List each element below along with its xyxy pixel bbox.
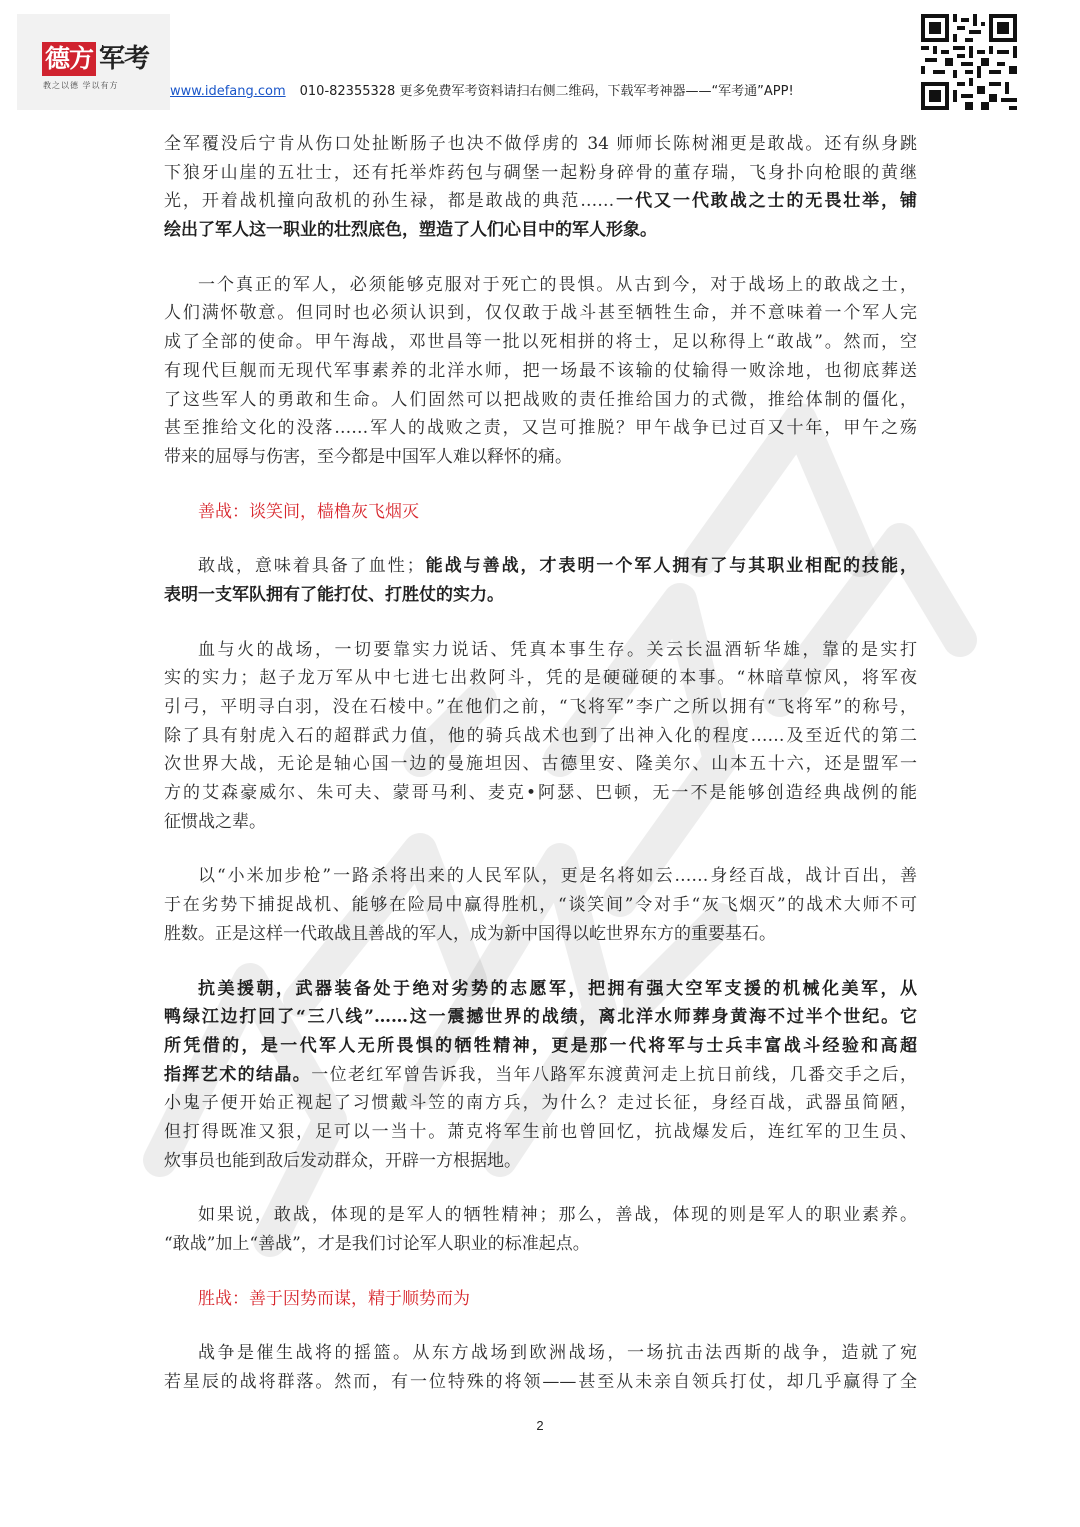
text-line: 于在劣势下捕捉战机、能够在险局中赢得胜机，“谈笑间”令对手“灰飞烟灭”的战术大师不可 — [164, 895, 917, 916]
text-line: 以“小米加步枪”一路杀将出来的人民军队，更是名将如云……身经百战，战计百出，善 — [198, 866, 917, 887]
bold-text-line: 表明一支军队拥有了能打仗、打胜仗的实力。 — [164, 584, 504, 605]
logo-red-text: 德方 — [42, 42, 96, 76]
logo-dark-text: 军考 — [99, 44, 150, 74]
qr-code-icon — [921, 14, 1017, 110]
logo-mark — [42, 42, 149, 76]
paragraph-6 — [164, 975, 917, 1176]
text-span: 敢战，意味着具备了血性； — [198, 556, 424, 577]
text-line: 如果说，敢战，体现的是军人的牺牲精神；那么，善战，体现的则是军人的职业素养。 — [198, 1205, 917, 1226]
text-span: 光，开着战机撞向敌机的孙生禄，都是敢战的典范…… — [164, 191, 615, 212]
text-line: 一个真正的军人，必须能够克服对于死亡的畏惧。从古到今，对于战场上的敢战之士， — [198, 274, 917, 295]
bold-text: 能战与善战，才表明一个军人拥有了与其职业相配的技能， — [423, 556, 917, 577]
text-line: 但打得既准又狠，足可以一当十。萧克将军生前也曾回忆，抗战爆发后，连红军的卫生员、 — [164, 1121, 917, 1142]
text-line: 战争是催生战将的摇篮。从东方战场到欧洲战场，一场抗击法西斯的战争，造就了宛 — [198, 1343, 917, 1364]
text-line: 征惯战之辈。 — [164, 811, 266, 832]
bold-text-line: 抗美援朝，武器装备处于绝对劣势的志愿军，把拥有强大空军支援的机械化美军，从 — [198, 978, 917, 999]
paragraph-5 — [164, 862, 917, 948]
website-link[interactable]: www.idefang.com — [170, 84, 286, 99]
header-info: 010-82355328 更多免费军考资料请扫右侧二维码，下载军考神器——“军考通”APP! — [299, 84, 794, 99]
bold-text-line: 所凭借的，是一代军人无所畏惧的牺牲精神，更是那一代将军与士兵丰富战斗经验和高超 — [164, 1035, 917, 1056]
paragraph-2 — [164, 271, 917, 472]
text-line: “敢战”加上“善战”，才是我们讨论军人职业的标准起点。 — [164, 1234, 590, 1255]
text-line: 若星辰的战将群落。然而，有一位特殊的将领——甚至从未亲自领兵打仗，却几乎赢得了全 — [164, 1372, 917, 1393]
logo — [17, 14, 170, 110]
text-line: 下狼牙山崖的五壮士，还有托举炸药包与碉堡一起粉身碎骨的董存瑞，飞身扑向枪眼的黄继 — [164, 162, 917, 183]
text-line: 实的实力；赵子龙万军从中七进七出救阿斗，凭的是硬碰硬的本事。“林暗草惊风，将军夜 — [164, 668, 917, 689]
bold-text-line: 绘出了军人这一职业的壮烈底色，塑造了人们心目中的军人形象。 — [164, 220, 657, 241]
text-line: 胜数。正是这样一代敢战且善战的军人，成为新中国得以屹世界东方的重要基石。 — [164, 923, 776, 944]
text-line: 炊事员也能到敌后发动群众，开辟一方根据地。 — [164, 1150, 521, 1171]
logo-slogan: 教之以德 学以有方 — [43, 81, 119, 90]
header-contact-line — [170, 80, 794, 99]
paragraph-7 — [164, 1201, 917, 1258]
text-line: 全军覆没后宁肯从伤口处扯断肠子也决不做俘虏的 34 师师长陈树湘更是敢战。还有纵身跳 — [164, 134, 917, 154]
text-line: 引弓，平明寻白羽，没在石棱中。”在他们之前，“飞将军”李广之所以拥有“飞将军”的称号， — [164, 697, 917, 718]
text-line: 除了具有射虎入石的超群武力值，他的骑兵战术也到了出神入化的程度……及至近代的第二 — [164, 725, 917, 746]
text-line: 有现代巨舰而无现代军事素养的北洋水师，把一场最不该输的仗输得一败涂地，也彻底葬送 — [164, 360, 917, 381]
bold-text: 指挥艺术的结晶。 — [164, 1064, 312, 1085]
paragraph-8 — [164, 1339, 917, 1396]
text-line: 血与火的战场，一切要靠实力说话、凭真本事生存。关云长温酒斩华雄，靠的是实打 — [198, 639, 917, 660]
text-line: 甚至推给文化的没落……军人的战败之责，又岂可推脱？甲午战争已过百又十年，甲午之殇 — [164, 418, 917, 439]
bold-text: 一代又一代敢战之士的无畏壮举，铺 — [614, 191, 918, 212]
section-heading-shengzhan: 胜战：善于因势而谋，精于顺势而为 — [198, 1288, 470, 1309]
text-line: 带来的屈辱与伤害，至今都是中国军人难以释怀的痛。 — [164, 446, 572, 467]
text-line: 方的艾森豪威尔、朱可夫、蒙哥马利、麦克•阿瑟、巴顿，无一不是能够创造经典战例的能 — [164, 783, 917, 804]
text-line — [164, 1061, 917, 1090]
text-line — [164, 552, 917, 581]
text-line: 次世界大战，无论是轴心国一边的曼施坦因、古德里安、隆美尔、山本五十六，还是盟军一 — [164, 754, 917, 775]
page-number: 2 — [536, 1418, 544, 1433]
text-line: 小鬼子便开始正视起了习惯戴斗笠的南方兵，为什么？走过长征，身经百战，武器虽简陋， — [164, 1093, 917, 1114]
text-line: 成了全部的使命。甲午海战，邓世昌等一批以死相拼的将士，足以称得上“敢战”。然而，空 — [164, 332, 917, 353]
text-line: 人们满怀敬意。但同时也必须认识到，仅仅敢于战斗甚至牺牲生命，并不意味着一个军人完 — [164, 303, 917, 324]
text-span: 一位老红军曾告诉我，当年八路军东渡黄河走上抗日前线，几番交手之后， — [311, 1064, 918, 1085]
section-heading-shanzhan: 善战：谈笑间，樯橹灰飞烟灭 — [198, 501, 419, 522]
text-line — [164, 187, 917, 216]
text-line: 了这些军人的勇敢和生命。人们固然可以把战败的责任推给国力的式微，推给体制的僵化， — [164, 389, 917, 410]
article-body — [164, 130, 917, 1397]
bold-text-line: 鸭绿江边打回了“三八线”……这一震撼世界的战绩，离北洋水师葬身黄海不过半个世纪。它 — [164, 1007, 917, 1028]
paragraph-4 — [164, 636, 917, 837]
paragraph-3 — [164, 552, 917, 609]
paragraph-1 — [164, 130, 917, 245]
